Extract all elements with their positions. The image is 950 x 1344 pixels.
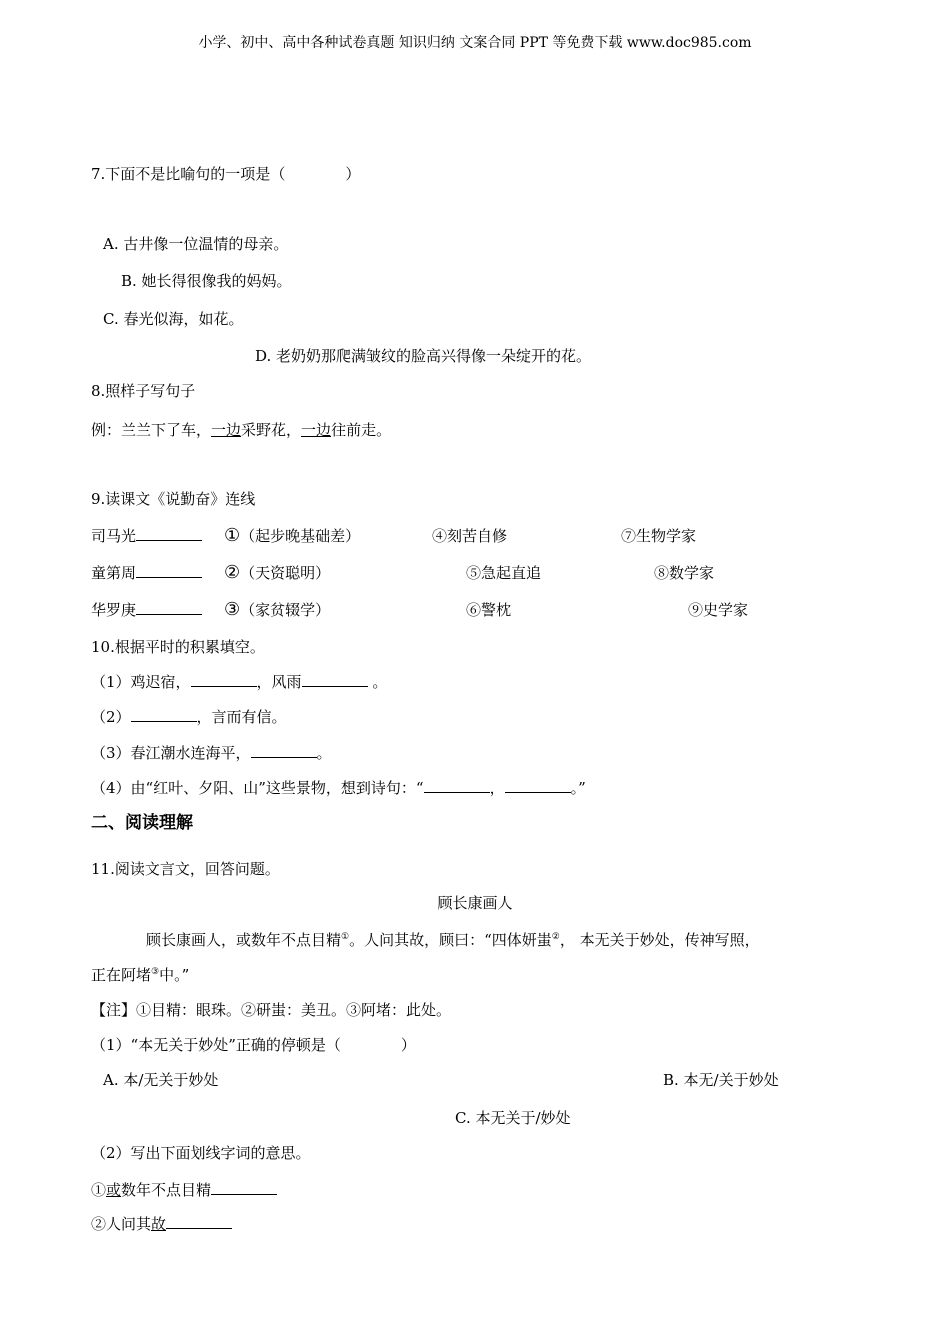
answer-blank[interactable] [211, 1180, 277, 1195]
q10-line-4: （4）由“红叶、夕阳、山”这些景物，想到诗句：“ ， 。” [91, 779, 586, 797]
answer-blank[interactable] [302, 672, 368, 687]
answer-blank[interactable] [131, 707, 197, 722]
passage-note: 【注】①目精：眼珠。②研蚩：美丑。③阿堵：此处。 [91, 1001, 452, 1019]
q9-row-3-desc: ③（家贫辍学） [224, 599, 331, 620]
q8-stem: 8.照样子写句子 [91, 382, 196, 400]
q9-row-3-col3: ⑨史学家 [688, 601, 749, 619]
q11-option-b: B. 本无/关于妙处 [663, 1071, 779, 1089]
q8-underlined-word-2: 一边 [301, 421, 332, 439]
underlined-word: 故 [151, 1215, 167, 1233]
section-title: 二、阅读理解 [91, 813, 193, 833]
q9-row-3-name: 华罗庚 [91, 600, 202, 620]
passage-line-2: 正在阿堵③中。” [91, 966, 190, 984]
q7-stem: 7.下面不是比喻句的一项是（ ） [91, 165, 361, 183]
q9-row-1-col3: ⑦生物学家 [621, 527, 697, 545]
q9-row-2-col3: ⑧数学家 [654, 564, 715, 582]
q9-row-1-name: 司马光 [91, 526, 202, 546]
underlined-word: 或 [106, 1181, 122, 1199]
q9-row-2-name: 童第周 [91, 563, 202, 583]
q11-word-2: ②人问其故 [91, 1214, 232, 1234]
answer-blank[interactable] [136, 563, 202, 578]
q10-line-2: （2） ，言而有信。 [91, 708, 287, 726]
passage-title: 顾长康画人 [437, 894, 513, 912]
q8-underlined-word-1: 一边 [211, 421, 242, 439]
answer-blank[interactable] [136, 526, 202, 541]
page-header: 小学、初中、高中各种试卷真题 知识归纳 文案合同 PPT 等免费下载 www.doc985.com [198, 35, 752, 51]
q8-example [91, 420, 391, 440]
q7-option-c: C. 春光似海，如花。 [103, 310, 244, 328]
answer-blank[interactable] [251, 743, 317, 758]
answer-blank[interactable] [424, 778, 490, 793]
q8-example-prefix: 例：兰兰下了车， [91, 421, 212, 439]
q7-option-b: B. 她长得很像我的妈妈。 [121, 272, 292, 290]
answer-blank[interactable] [505, 778, 571, 793]
q11-sub-1: （1）“本无关于妙处”正确的停顿是（ ） [91, 1036, 416, 1054]
q9-row-1-col2: ④刻苦自修 [432, 527, 508, 545]
q11-word-1: ①或数年不点目精 [91, 1180, 277, 1200]
q9-row-3-col2: ⑥警枕 [466, 601, 512, 619]
answer-blank[interactable] [191, 672, 257, 687]
q8-example-mid: 采野花， [241, 421, 302, 439]
q10-line-3: （3）春江潮水连海平， 。 [91, 744, 332, 762]
q8-example-suffix: 往前走。 [331, 421, 392, 439]
q11-sub-2: （2）写出下面划线字词的意思。 [91, 1144, 311, 1162]
q9-stem: 9.读课文《说勤奋》连线 [91, 490, 256, 508]
q11-option-a: A. 本/无关于妙处 [103, 1071, 219, 1089]
answer-blank[interactable] [136, 600, 202, 615]
q7-option-d: D. 老奶奶那爬满皱纹的脸高兴得像一朵绽开的花。 [255, 347, 592, 365]
passage-line-1: 顾长康画人，或数年不点目精①。人问其故，顾曰：“四体妍蚩②， 本无关于妙处，传神写照， [146, 931, 760, 949]
q11-option-c: C. 本无关于/妙处 [455, 1109, 571, 1127]
q9-row-2-col2: ⑤急起直追 [466, 564, 542, 582]
q10-stem: 10.根据平时的积累填空。 [91, 638, 265, 656]
q9-row-1-desc: ①（起步晚基础差） [224, 525, 361, 546]
q10-line-1: （1）鸡迟宿， ，风雨 。 [91, 673, 388, 691]
q11-stem: 11.阅读文言文，回答问题。 [91, 860, 280, 878]
q9-row-2-desc: ②（天资聪明） [224, 562, 331, 583]
q7-option-a: A. 古井像一位温情的母亲。 [103, 235, 289, 253]
answer-blank[interactable] [166, 1214, 232, 1229]
